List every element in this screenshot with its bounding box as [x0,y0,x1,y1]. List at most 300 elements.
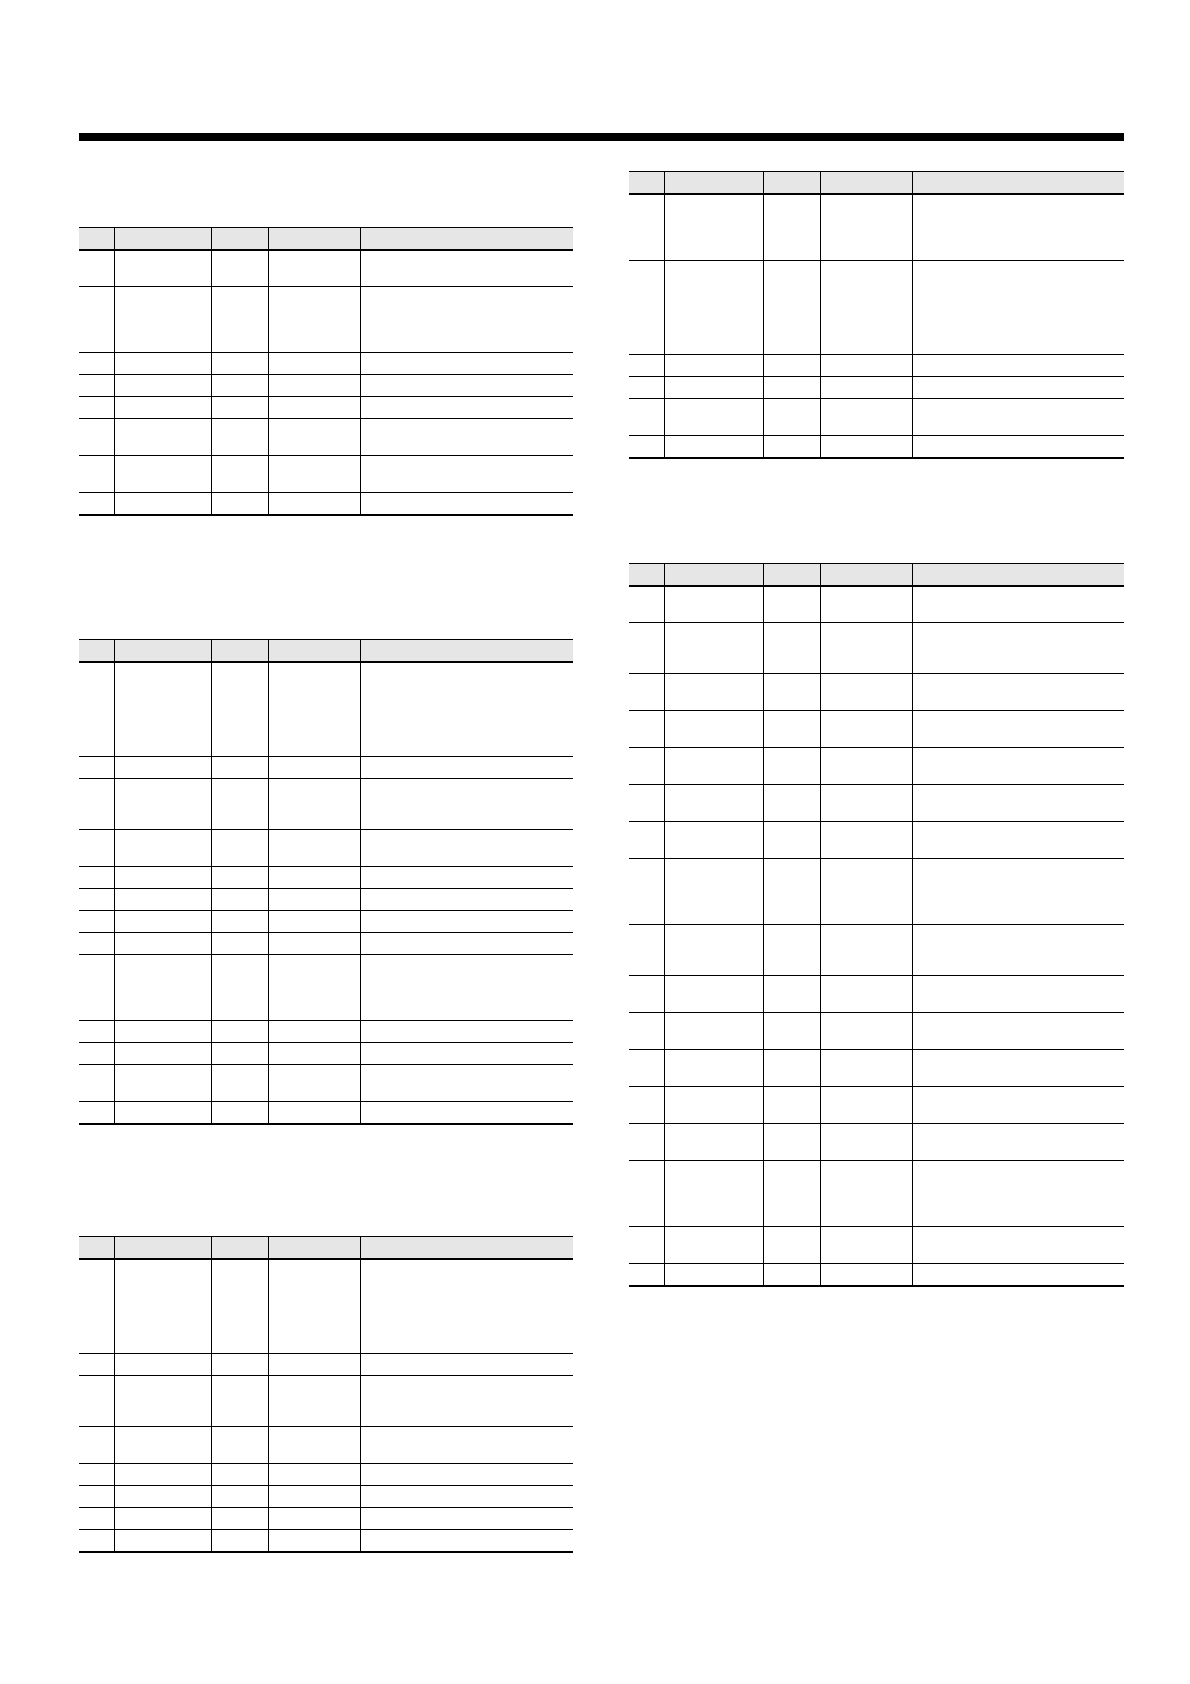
table-cell [664,822,763,859]
table-cell [629,748,664,785]
table-cell [268,1065,360,1102]
table-cell [211,493,268,516]
table-cell [664,623,763,674]
table-cell [79,1508,114,1530]
table-cell [763,261,820,355]
table-cell [79,933,114,955]
table-cell [664,261,763,355]
table-cell [360,250,573,287]
table-row [79,1102,573,1125]
table-cell [763,925,820,976]
table-cell [211,830,268,867]
table-cell [268,911,360,933]
table-cell [664,711,763,748]
table-cell [763,399,820,436]
table-cell [820,194,912,261]
table-cell [629,261,664,355]
table-cell [79,419,114,456]
table-cell [820,859,912,925]
table-cell [114,662,211,757]
table-cell [763,1050,820,1087]
table-cell [629,194,664,261]
table-cell [763,785,820,822]
table-cell [912,194,1124,261]
table-cell [211,662,268,757]
table-cell [664,355,763,377]
table-cell [79,353,114,375]
table-row [629,748,1124,785]
table-cell [211,1021,268,1043]
table-cell [763,1227,820,1264]
table-row [629,1264,1124,1287]
table-cell [79,662,114,757]
table-cell [114,1259,211,1354]
table-cell [114,889,211,911]
table-cell [268,1508,360,1530]
table-cell [360,1043,573,1065]
table-cell [912,1227,1124,1264]
table-header-row [79,1237,573,1260]
table-cell [211,353,268,375]
table-row [629,261,1124,355]
table-cell [360,757,573,779]
table-cell [912,1161,1124,1227]
table-cell [912,711,1124,748]
table-cell [211,955,268,1021]
table-cell [360,493,573,516]
table-cell [664,748,763,785]
table-cell [268,1259,360,1354]
table-row [629,674,1124,711]
table-cell [211,397,268,419]
table-cell [360,867,573,889]
table-cell [629,1124,664,1161]
table-row [629,1124,1124,1161]
table-cell [360,1354,573,1376]
table-cell [664,194,763,261]
table-cell [360,1486,573,1508]
table-cell [268,419,360,456]
table-cell [629,976,664,1013]
table-cell [211,375,268,397]
table-row [79,955,573,1021]
table-cell [268,889,360,911]
table-cell [360,375,573,397]
table-cell [820,785,912,822]
table-cell [268,955,360,1021]
table-cell [629,355,664,377]
table-cell [629,785,664,822]
table-cell [79,250,114,287]
table-cell [268,493,360,516]
table-cell [820,976,912,1013]
table-row [629,976,1124,1013]
table-cell [820,623,912,674]
table-cell [114,456,211,493]
table-cell [79,867,114,889]
table-row [79,779,573,830]
table-cell [268,456,360,493]
table-cell [268,1354,360,1376]
table-cell [79,1021,114,1043]
table-row [629,1227,1124,1264]
table-cell [629,822,664,859]
table-cell [820,399,912,436]
table-cell [664,976,763,1013]
table-cell [211,1530,268,1553]
table-cell [114,1065,211,1102]
table-1 [79,227,573,516]
table-cell [763,859,820,925]
table-cell [763,711,820,748]
table-cell [268,353,360,375]
table-cell [114,1508,211,1530]
table-cell [629,377,664,399]
table-cell [763,674,820,711]
table-cell [114,1021,211,1043]
table-cell [763,1124,820,1161]
table-cell [360,1376,573,1427]
table-row [79,662,573,757]
table-row [79,1065,573,1102]
table-header-row [79,228,573,251]
table-row [629,377,1124,399]
table-row [79,867,573,889]
table-cell [360,456,573,493]
table-cell [211,867,268,889]
table-cell [820,1013,912,1050]
table-cell [268,1427,360,1464]
table-cell [629,1161,664,1227]
table-cell [211,1464,268,1486]
table-cell [912,674,1124,711]
table-cell [664,859,763,925]
table-cell [912,1264,1124,1287]
table-cell [114,1427,211,1464]
table-cell [360,353,573,375]
table-cell [820,355,912,377]
table-cell [268,397,360,419]
table-cell [664,399,763,436]
table-cell [912,1050,1124,1087]
table-cell [114,1043,211,1065]
table-cell [114,830,211,867]
table-cell [268,287,360,353]
table-cell [211,1102,268,1125]
table-row [79,1508,573,1530]
table-cell [268,1102,360,1125]
table-cell [912,859,1124,925]
table-row [79,353,573,375]
table-row [79,375,573,397]
table-cell [114,757,211,779]
table-row [629,1087,1124,1124]
table-row [629,623,1124,674]
table-cell [360,397,573,419]
table-cell [820,377,912,399]
table-cell [763,1013,820,1050]
table-cell [912,822,1124,859]
table-cell [268,757,360,779]
table-cell [268,662,360,757]
table-cell [79,757,114,779]
table-cell [114,911,211,933]
table-cell [211,1427,268,1464]
table-cell [912,261,1124,355]
table-row [79,1021,573,1043]
table-cell [912,1124,1124,1161]
table-cell [211,250,268,287]
table-cell [211,1259,268,1354]
table-cell [820,1087,912,1124]
table-row [629,586,1124,623]
table-cell [79,1530,114,1553]
table-cell [79,493,114,516]
table-cell [211,779,268,830]
table-cell [664,1050,763,1087]
table-cell [114,1486,211,1508]
table-row [79,397,573,419]
table-cell [912,355,1124,377]
table-cell [211,889,268,911]
table-cell [820,822,912,859]
table-cell [664,785,763,822]
table-cell [114,1530,211,1553]
table-row [79,889,573,911]
table-cell [629,1087,664,1124]
table-cell [360,1427,573,1464]
table-row [79,1043,573,1065]
table-cell [360,889,573,911]
table-cell [114,1376,211,1427]
table-cell [211,456,268,493]
table-cell [763,586,820,623]
table-row [629,436,1124,459]
table-cell [268,375,360,397]
table-cell [664,1124,763,1161]
table-cell [912,436,1124,459]
table-header-row [79,640,573,663]
table-row [79,1259,573,1354]
table-cell [211,1065,268,1102]
table-cell [268,1043,360,1065]
table-cell [211,1486,268,1508]
table-cell [629,1227,664,1264]
table-cell [629,674,664,711]
table-cell [629,586,664,623]
table-row [79,1486,573,1508]
table-cell [268,250,360,287]
table-cell [629,623,664,674]
table-row [629,194,1124,261]
table-row [79,250,573,287]
table-cell [664,925,763,976]
table-cell [114,955,211,1021]
table-4 [629,171,1124,459]
table-cell [763,748,820,785]
table-row [79,830,573,867]
table-cell [79,1259,114,1354]
table-cell [912,623,1124,674]
table-cell [268,1376,360,1427]
table-cell [114,250,211,287]
table-cell [114,1354,211,1376]
table-cell [629,1050,664,1087]
table-cell [912,925,1124,976]
header-rule [79,133,1124,141]
table-5 [629,563,1124,1287]
table-cell [79,1102,114,1125]
table-cell [360,933,573,955]
table-cell [763,822,820,859]
table-cell [820,674,912,711]
table-cell [114,397,211,419]
table-row [79,287,573,353]
table-row [79,493,573,516]
table-cell [664,1227,763,1264]
table-cell [912,586,1124,623]
table-cell [114,1464,211,1486]
table-cell [79,1486,114,1508]
table-cell [763,194,820,261]
table-header-row [629,564,1124,587]
table-cell [820,1227,912,1264]
table-row [79,1354,573,1376]
table-cell [763,1087,820,1124]
table-cell [114,287,211,353]
table-cell [268,1464,360,1486]
table-cell [211,419,268,456]
table-cell [629,859,664,925]
table-cell [79,830,114,867]
table-cell [114,867,211,889]
table-cell [360,779,573,830]
table-cell [360,911,573,933]
table-cell [360,830,573,867]
table-cell [79,397,114,419]
table-cell [360,1464,573,1486]
table-cell [360,1021,573,1043]
table-cell [79,456,114,493]
table-cell [763,377,820,399]
table-row [629,925,1124,976]
table-cell [79,911,114,933]
table-row [629,1161,1124,1227]
table-row [79,1530,573,1553]
table-row [79,1376,573,1427]
table-cell [268,867,360,889]
table-cell [763,436,820,459]
table-cell [268,779,360,830]
table-cell [360,1102,573,1125]
table-row [629,822,1124,859]
table-row [629,1050,1124,1087]
table-cell [211,933,268,955]
table-cell [664,1264,763,1287]
table-cell [820,711,912,748]
table-cell [820,748,912,785]
table-cell [664,1087,763,1124]
table-cell [820,1264,912,1287]
table-cell [211,1354,268,1376]
table-cell [912,1087,1124,1124]
table-cell [268,933,360,955]
table-cell [763,355,820,377]
table-cell [79,287,114,353]
table-cell [360,419,573,456]
table-cell [211,287,268,353]
table-cell [763,623,820,674]
table-cell [820,1161,912,1227]
table-cell [79,889,114,911]
table-cell [820,1050,912,1087]
table-cell [629,399,664,436]
table-cell [820,1124,912,1161]
table-row [79,419,573,456]
table-cell [360,1065,573,1102]
table-cell [79,1427,114,1464]
table-cell [211,757,268,779]
table-cell [79,1464,114,1486]
table-cell [268,1530,360,1553]
table-row [79,933,573,955]
table-row [79,757,573,779]
table-cell [360,1508,573,1530]
table-cell [79,1043,114,1065]
table-cell [268,1021,360,1043]
table-cell [629,1264,664,1287]
table-cell [211,1376,268,1427]
table-row [629,399,1124,436]
table-cell [912,748,1124,785]
table-cell [664,1013,763,1050]
table-cell [912,976,1124,1013]
table-row [79,911,573,933]
table-cell [763,1161,820,1227]
table-row [79,456,573,493]
table-cell [79,1065,114,1102]
table-cell [664,436,763,459]
table-cell [114,419,211,456]
table-cell [763,1264,820,1287]
table-cell [114,779,211,830]
table-cell [820,586,912,623]
table-cell [211,1508,268,1530]
table-cell [629,1013,664,1050]
table-cell [79,1376,114,1427]
table-cell [360,287,573,353]
table-cell [79,779,114,830]
table-cell [79,955,114,1021]
table-2 [79,639,573,1125]
table-row [629,785,1124,822]
table-cell [820,436,912,459]
table-cell [79,1354,114,1376]
table-cell [912,377,1124,399]
table-cell [912,1013,1124,1050]
table-cell [629,711,664,748]
table-3 [79,1236,573,1553]
table-cell [629,925,664,976]
table-cell [664,586,763,623]
table-cell [763,976,820,1013]
table-cell [664,377,763,399]
table-cell [912,785,1124,822]
table-cell [211,911,268,933]
table-row [629,711,1124,748]
table-cell [820,925,912,976]
table-cell [360,955,573,1021]
